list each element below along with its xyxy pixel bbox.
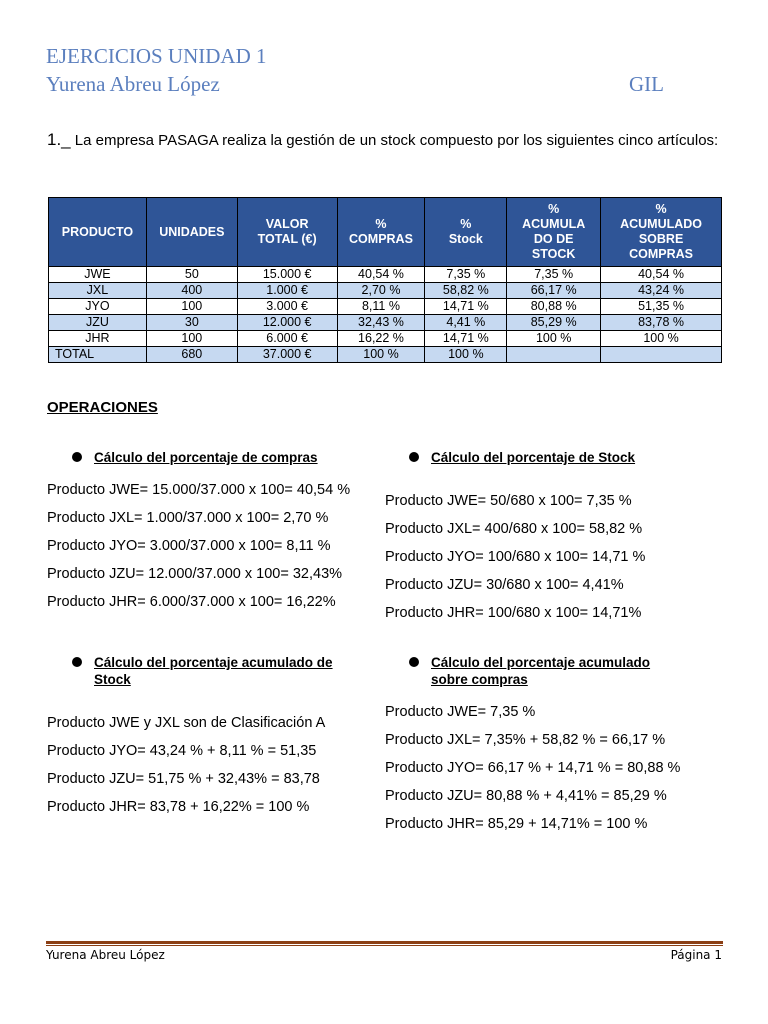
table-cell: 100 % [337,347,425,363]
table-cell: 6.000 € [237,331,337,347]
table-cell: 58,82 % [425,283,507,299]
calc-line: Producto JHR= 6.000/37.000 x 100= 16,22% [47,594,336,610]
table-cell: JYO [49,299,147,315]
calc-line: Producto JWE= 50/680 x 100= 7,35 % [385,493,632,509]
table-cell [507,347,601,363]
calc-line: Producto JWE= 7,35 % [385,704,536,720]
table-cell: 83,78 % [601,315,722,331]
table-cell: 100 % [507,331,601,347]
calc-line: Producto JHR= 83,78 + 16,22% = 100 % [47,799,310,815]
table-header-row [49,198,722,267]
table-cell: JZU [49,315,147,331]
table-body [49,267,722,363]
document-header-title: EJERCICIOS UNIDAD 1 [46,44,267,68]
calc-line: Producto JZU= 30/680 x 100= 4,41% [385,577,624,593]
column-header-text: Stock [448,232,483,246]
column-header [49,198,147,267]
table-cell: JHR [49,331,147,347]
table-cell: 14,71 % [425,331,507,347]
section-heading-compras [72,449,372,466]
table-cell: 4,41 % [425,315,507,331]
table-cell: 680 [146,347,237,363]
section-title-line2: Stock [94,672,131,687]
column-header-text: % [375,217,387,231]
column-header-text: COMPRAS [629,247,693,261]
table-cell: 66,17 % [507,283,601,299]
table-cell: 12.000 € [237,315,337,331]
table-cell: 40,54 % [337,267,425,283]
table-cell: 14,71 % [425,299,507,315]
section-title-line1: Cálculo del porcentaje acumulado de [94,655,333,670]
table-cell: 80,88 % [507,299,601,315]
column-header [601,198,722,267]
column-header-text: VALOR [265,217,309,231]
calc-line: Producto JZU= 51,75 % + 32,43% = 83,78 [47,771,320,787]
table-total-row [49,347,722,363]
table-cell: 1.000 € [237,283,337,299]
section-title-line2: sobre compras [431,672,528,687]
section-heading-acum-stock [72,654,382,690]
calc-line: Producto JYO= 3.000/37.000 x 100= 8,11 % [47,538,331,554]
table-cell: 85,29 % [507,315,601,331]
table-cell: 15.000 € [237,267,337,283]
table-cell: 7,35 % [425,267,507,283]
section-heading-acum-compras [409,654,719,690]
table-cell: 30 [146,315,237,331]
table-row [49,299,722,315]
calc-line: Producto JWE y JXL son de Clasificación A [47,715,326,731]
column-header-text: % [460,217,472,231]
exercise-number: 1._ [47,130,71,149]
column-header-text: SOBRE [638,232,684,246]
table-row [49,283,722,299]
calc-line: Producto JZU= 80,88 % + 4,41% = 85,29 % [385,788,667,804]
table-cell: 32,43 % [337,315,425,331]
page-number: Página 1 [670,948,722,962]
table-cell: 50 [146,267,237,283]
calc-line: Producto JXL= 400/680 x 100= 58,82 % [385,521,643,537]
table-cell: TOTAL [49,347,147,363]
table-cell: 100 [146,299,237,315]
footer-divider-thin [46,945,723,946]
stock-table [48,197,722,363]
column-header-text: STOCK [531,247,576,261]
table-cell: 3.000 € [237,299,337,315]
table-cell: 16,22 % [337,331,425,347]
document-header-right: GIL [629,72,664,96]
section-title: Cálculo del porcentaje de Stock [431,450,636,465]
footer-divider [46,941,723,944]
calc-line: Producto JYO= 100/680 x 100= 14,71 % [385,549,646,565]
column-header-text: TOTAL (€) [257,232,317,246]
bullet-icon [72,657,82,667]
column-header [337,198,425,267]
table-cell: 40,54 % [601,267,722,283]
table-cell: 100 [146,331,237,347]
table-cell: 2,70 % [337,283,425,299]
column-header-text: UNIDADES [159,224,225,239]
section-heading-stock [409,449,709,466]
table-cell: 7,35 % [507,267,601,283]
table-cell: 51,35 % [601,299,722,315]
bullet-icon [409,657,419,667]
exercise-intro [47,129,727,151]
column-header-text: ACUMULADO [620,217,703,231]
footer-author: Yurena Abreu López [46,948,165,962]
section-title: Cálculo del porcentaje de compras [94,450,318,465]
column-header [237,198,337,267]
column-header [507,198,601,267]
column-header [425,198,507,267]
column-header-text: % [548,202,560,216]
operaciones-heading: OPERACIONES [47,399,158,416]
column-header-text: PRODUCTO [61,224,134,239]
column-header-text: COMPRAS [349,232,413,246]
column-header-text: % [655,202,667,216]
table-cell: 8,11 % [337,299,425,315]
calc-line: Producto JZU= 12.000/37.000 x 100= 32,43% [47,566,343,582]
column-header-text: DO DE [533,232,574,246]
section-title-line1: Cálculo del porcentaje acumulado [431,655,651,670]
table-row [49,331,722,347]
column-header-text: ACUMULA [522,217,586,231]
calc-line: Producto JHR= 85,29 + 14,71% = 100 % [385,816,648,832]
calc-line: Producto JXL= 1.000/37.000 x 100= 2,70 % [47,510,329,526]
table-cell: 37.000 € [237,347,337,363]
table-cell [601,347,722,363]
table-cell: 43,24 % [601,283,722,299]
bullet-icon [409,452,419,462]
bullet-icon [72,452,82,462]
calc-line: Producto JYO= 43,24 % + 8,11 % = 51,35 [47,743,317,759]
calc-line: Producto JXL= 7,35% + 58,82 % = 66,17 % [385,732,666,748]
table-cell: 100 % [601,331,722,347]
calc-line: Producto JHR= 100/680 x 100= 14,71% [385,605,642,621]
calc-line: Producto JWE= 15.000/37.000 x 100= 40,54 % [47,482,351,498]
exercise-text: La empresa PASAGA realiza la gestión de un stock compuesto por los siguientes cinco artículos: [70,132,719,149]
document-header-author: Yurena Abreu López [46,72,220,96]
calc-line: Producto JYO= 66,17 % + 14,71 % = 80,88 % [385,760,681,776]
table-cell: 400 [146,283,237,299]
table-cell: 100 % [425,347,507,363]
table-cell: JXL [49,283,147,299]
column-header [146,198,237,267]
table-row [49,267,722,283]
table-cell: JWE [49,267,147,283]
table-row [49,315,722,331]
